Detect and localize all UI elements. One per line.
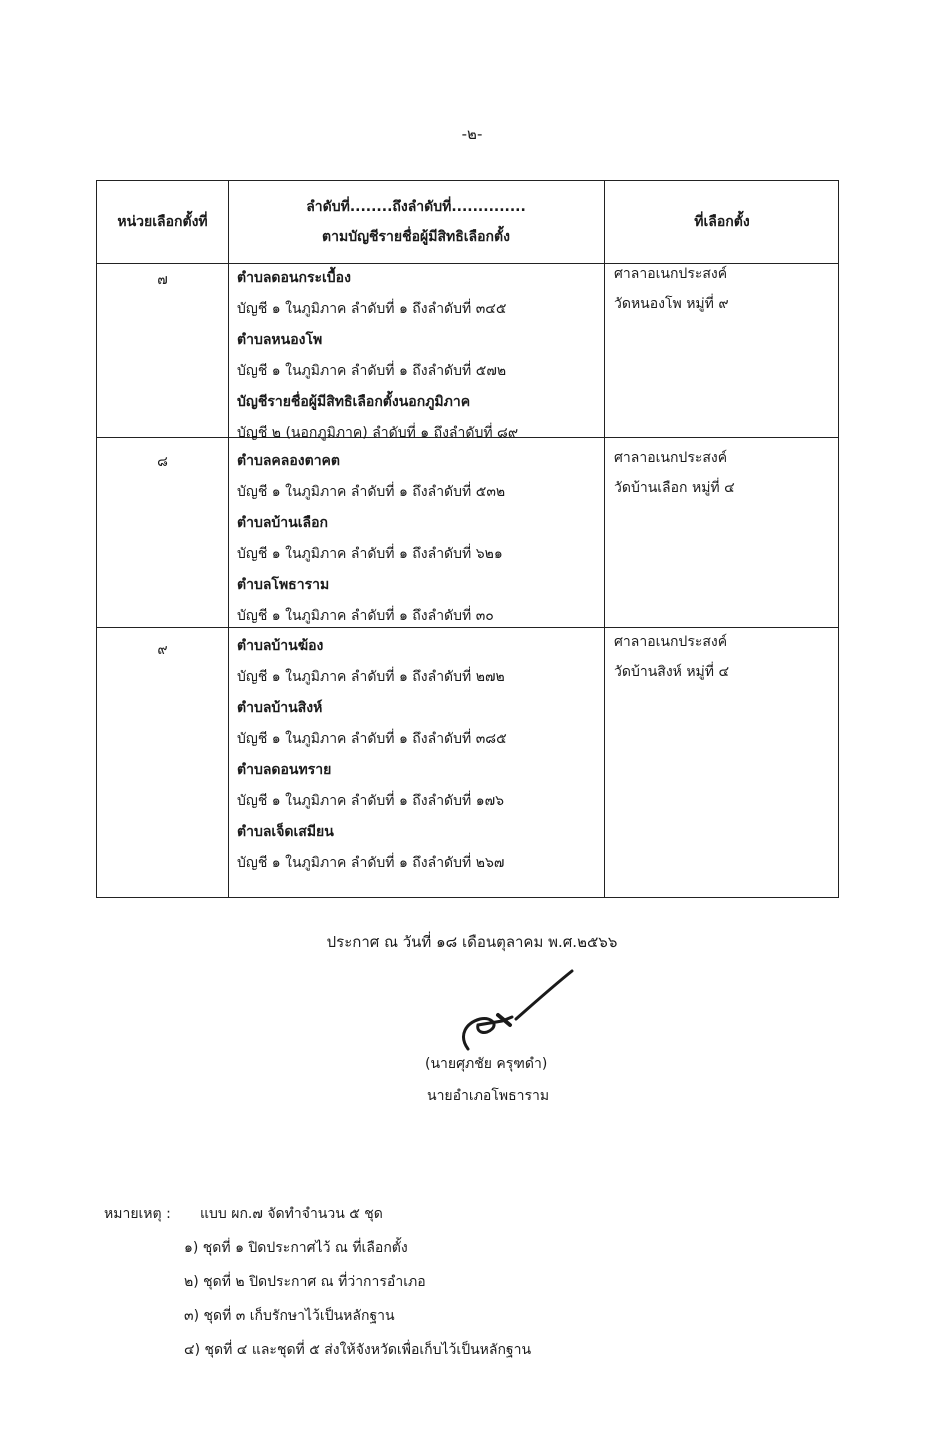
district-list <box>237 263 518 449</box>
district-list <box>237 446 505 632</box>
location-line1: ศาลาอเนกประสงค์ <box>614 450 728 466</box>
page-number: -๒- <box>461 125 483 143</box>
note-item: ๓) ชุดที่ ๓ เก็บรักษาไว้เป็นหลักฐาน <box>184 1308 395 1324</box>
district-name: ตำบลคลองตาคต <box>237 453 341 469</box>
district-name: ตำบลบ้านเลือก <box>237 515 328 531</box>
district-detail: บัญชี ๑ ในภูมิภาค ลำดับที่ ๑ ถึงลำดับที่ ๒๗๒ <box>237 669 505 685</box>
location-line2: วัดบ้านสิงห์ หมู่ที่ ๔ <box>614 664 730 680</box>
polling-unit-table <box>96 180 839 898</box>
unit-number: ๗ <box>157 272 168 288</box>
note-item: ๔) ชุดที่ ๔ และชุดที่ ๕ ส่งให้จังหวัดเพื่อเก็บไว้เป็นหลักฐาน <box>184 1342 532 1358</box>
note-item: ๑) ชุดที่ ๑ ปิดประกาศไว้ ณ ที่เลือกตั้ง <box>184 1240 408 1256</box>
district-detail: บัญชี ๑ ในภูมิภาค ลำดับที่ ๑ ถึงลำดับที่ ๒๖๗ <box>237 855 505 871</box>
note-item: ๒) ชุดที่ ๒ ปิดประกาศ ณ ที่ว่าการอำเภอ <box>184 1274 426 1290</box>
location-line2: วัดหนองโพ หมู่ที่ ๙ <box>614 296 729 312</box>
location-line2: วัดบ้านเลือก หมู่ที่ ๔ <box>614 480 735 496</box>
district-name: ตำบลดอนกระเบื้อง <box>237 270 351 286</box>
district-name: ตำบลบ้านฆ้อง <box>237 638 324 654</box>
announcement-date: ประกาศ ณ วันที่ ๑๘ เดือนตุลาคม พ.ศ.๒๕๖๖ <box>326 933 618 951</box>
district-name: ตำบลบ้านสิงห์ <box>237 700 323 716</box>
header-location: ที่เลือกตั้ง <box>694 214 750 230</box>
district-name: ตำบลโพธาราม <box>237 577 330 593</box>
district-name: ตำบลหนองโพ <box>237 332 323 348</box>
header-range-line1: ลำดับที่........ถึงลำดับที่.............. <box>306 199 526 215</box>
district-list <box>237 631 507 879</box>
signature-image <box>440 965 580 1055</box>
district-detail: บัญชี ๑ ในภูมิภาค ลำดับที่ ๑ ถึงลำดับที่ ๕๓๒ <box>237 484 506 500</box>
district-name: ตำบลดอนทราย <box>237 762 332 778</box>
district-detail: บัญชี ๑ ในภูมิภาค ลำดับที่ ๑ ถึงลำดับที่ ๕๗๒ <box>237 363 507 379</box>
location-line1: ศาลาอเนกประสงค์ <box>614 634 728 650</box>
column-divider <box>604 181 605 897</box>
signer-name: (นายศุภชัย ครุฑดำ) <box>425 1056 548 1072</box>
district-detail: บัญชี ๑ ในภูมิภาค ลำดับที่ ๑ ถึงลำดับที่ ๓๘๕ <box>237 731 507 747</box>
district-name: บัญชีรายชื่อผู้มีสิทธิเลือกตั้งนอกภูมิภาค <box>237 394 471 410</box>
signer-title: นายอำเภอโพธาราม <box>427 1088 550 1104</box>
header-unit: หน่วยเลือกตั้งที่ <box>117 214 208 230</box>
location-line1: ศาลาอเนกประสงค์ <box>614 266 728 282</box>
district-detail: บัญชี ๑ ในภูมิภาค ลำดับที่ ๑ ถึงลำดับที่ ๓๐ <box>237 608 494 624</box>
district-detail: บัญชี ๑ ในภูมิภาค ลำดับที่ ๑ ถึงลำดับที่ ๓๔๕ <box>237 301 507 317</box>
polling-location <box>614 627 729 687</box>
district-detail: บัญชี ๑ ในภูมิภาค ลำดับที่ ๑ ถึงลำดับที่ ๑๗๖ <box>237 793 505 809</box>
district-detail: บัญชี ๑ ในภูมิภาค ลำดับที่ ๑ ถึงลำดับที่ ๖๒๑ <box>237 546 503 562</box>
header-range-line2: ตามบัญชีรายชื่อผู้มีสิทธิเลือกตั้ง <box>322 229 510 245</box>
district-detail: บัญชี ๒ (นอกภูมิภาค) ลำดับที่ ๑ ถึงลำดับที่ ๘๙ <box>237 425 519 441</box>
note-heading: แบบ ผก.๗ จัดทำจำนวน ๕ ชุด <box>200 1206 383 1222</box>
district-name: ตำบลเจ็ดเสมียน <box>237 824 334 840</box>
polling-location <box>614 443 735 503</box>
unit-number: ๘ <box>157 454 168 470</box>
column-divider <box>228 181 229 897</box>
unit-number: ๙ <box>157 642 168 658</box>
header-range <box>228 181 604 263</box>
note-label: หมายเหตุ : <box>104 1206 171 1222</box>
polling-location <box>614 259 729 319</box>
